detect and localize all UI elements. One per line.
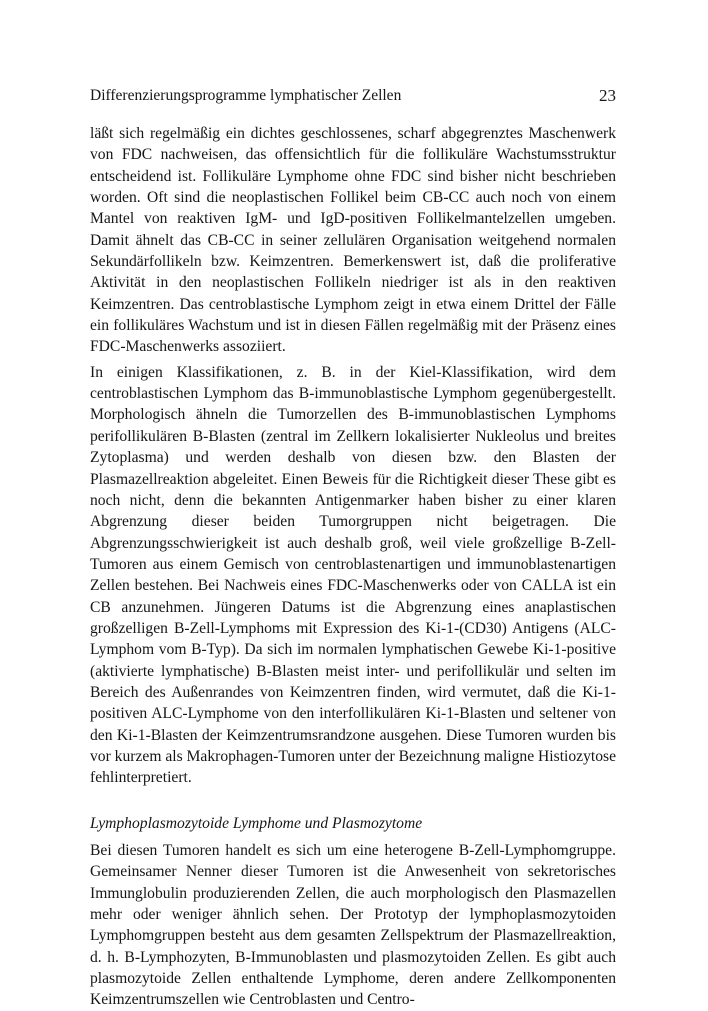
running-title: Differenzierungsprogramme lymphatischer Zellen: [90, 87, 402, 104]
paragraph: In einigen Klassifikationen, z. B. in der Kiel-Klassifikation, wird dem centroblastischen Lymphom das B-immunoblastische Lymphom gegenübergestellt. Morphologisch ähneln die Tumorzellen des B-immunoblastischen Lymphoms perifollikulären B-Blasten (zentral im Zellkern lokalisierter Nukleolus und breites Zytoplasma) und werden deshalb von diesen bzw. den Blasten der Plasmazellreaktion abgeleitet. Einen Beweis für die Richtigkeit dieser These gibt es noch nicht, denn die bekannten Antigenmarker haben bisher zu einer klaren Abgrenzung dieser beiden Tumorgruppen nicht beigetragen. Die Abgrenzungsschwierigkeit ist auch deshalb groß, weil viele großzellige B-Zell-Tumoren aus einem Gemisch von centroblastenartigen und immunoblastenartigen Zellen bestehen. Bei Nachweis eines FDC-Maschenwerks oder von CALLA ist ein CB anzunehmen. Jüngeren Datums ist die Abgrenzung eines anaplastischen großzelligen B-Zell-Lymphoms mit Expression des Ki-1-(CD30) Antigens (ALC-Lymphom vom B-Typ). Da sich im normalen lymphatischen Gewebe Ki-1-positive (aktivierte lymphatische) B-Blasten meist inter- und perifollikulär und selten im Bereich des Außenrandes von Keimzentren finden, wird vermutet, daß die Ki-1-positiven ALC-Lymphome von den interfollikulären Ki-1-Blasten und seltener von den Ki-1-Blasten der Keimzentrumsrandzone ausgehen. Diese Tumoren wurden bis vor kurzem als Makrophagen-Tumoren unter der Bezeichnung maligne Histiozytose fehlinterpretiert.: [90, 363, 617, 787]
paragraph: Bei diesen Tumoren handelt es sich um eine heterogene B-Zell-Lymphomgruppe. Gemeinsamer Nenner dieser Tumoren ist die Anwesenheit von sekretorisches Immunglobulin produzierenden Zellen, die auch morphologisch den Plasmazellen mehr oder weniger ähnlich sehen. Der Prototyp der lymphoplasmozytoiden Lymphomgruppen besteht aus dem gesamten Zellspektrum der Plasmazellreaktion, d. h. B-Lymphozyten, B-Immunoblasten und plasmozytoiden Zellen. Es gibt auch plasmozytoide Zellen enthaltende Lymphome, deren andere Zellkomponenten Keimzentrumszellen wie Centroblasten und Centro-: [90, 842, 616, 1009]
body-text: [90, 123, 616, 1011]
section-heading: Lymphoplasmozytoide Lymphome und Plasmozytome: [90, 814, 423, 832]
paragraph: läßt sich regelmäßig ein dichtes geschlossenes, scharf abgegrenztes Maschenwerk von FDC nachweisen, das offensichtlich für die follikuläre Wachstumsstruktur entscheidend ist. Follikuläre Lymphome ohne FDC sind bisher nicht beschrieben worden. Oft sind die neoplastischen Follikel beim CB-CC auch noch von einem Mantel von reaktiven IgM- und IgD-positiven Follikelmantelzellen umgeben. Damit ähnelt das CB-CC in seiner zellulären Organisation weitgehend normalen Sekundärfollikeln bzw. Keimzentren. Bemerkenswert ist, daß die proliferative Aktivität in den neoplastischen Follikeln niedriger ist als in den reaktiven Keimzentren. Das centroblastische Lymphom zeigt in etwa einem Drittel der Fälle ein follikuläres Wachstum und ist in diesen Fällen regelmäßig mit der Präsenz eines FDC-Maschenwerks assoziiert.: [90, 125, 616, 356]
page-number: 23: [599, 86, 616, 105]
